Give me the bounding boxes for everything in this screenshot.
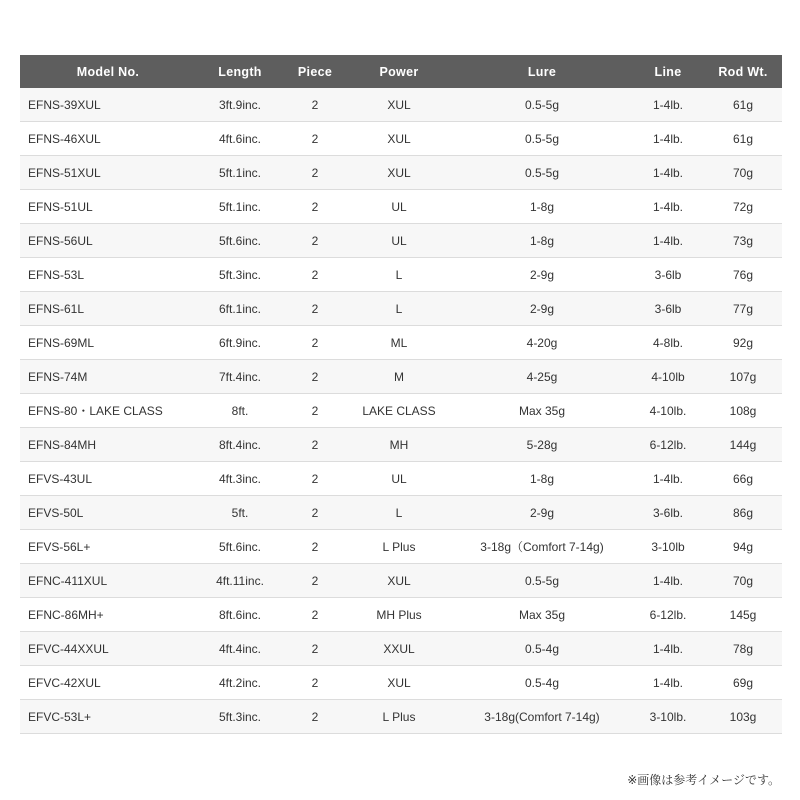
cell-model: EFNS-46XUL xyxy=(20,122,196,156)
cell-length: 5ft. xyxy=(196,496,284,530)
cell-piece: 2 xyxy=(284,122,346,156)
cell-power: UL xyxy=(346,462,452,496)
cell-lure: Max 35g xyxy=(452,394,632,428)
cell-line: 3-6lb. xyxy=(632,496,704,530)
cell-length: 5ft.3inc. xyxy=(196,258,284,292)
cell-lure: 3-18g(Comfort 7-14g) xyxy=(452,700,632,734)
header-line: Line xyxy=(632,55,704,88)
cell-length: 4ft.2inc. xyxy=(196,666,284,700)
cell-model: EFVS-56L+ xyxy=(20,530,196,564)
cell-model: EFNS-84MH xyxy=(20,428,196,462)
cell-power: XUL xyxy=(346,564,452,598)
table-row xyxy=(20,122,782,156)
cell-length: 3ft.9inc. xyxy=(196,88,284,122)
table-row xyxy=(20,394,782,428)
cell-power: XUL xyxy=(346,666,452,700)
cell-power: XUL xyxy=(346,122,452,156)
cell-power: XXUL xyxy=(346,632,452,666)
table-row xyxy=(20,530,782,564)
cell-piece: 2 xyxy=(284,156,346,190)
cell-length: 5ft.3inc. xyxy=(196,700,284,734)
cell-line: 1-4lb. xyxy=(632,88,704,122)
cell-power: XUL xyxy=(346,88,452,122)
header-piece: Piece xyxy=(284,55,346,88)
cell-rod-wt: 145g xyxy=(704,598,782,632)
cell-power: UL xyxy=(346,190,452,224)
cell-model: EFNS-74M xyxy=(20,360,196,394)
cell-length: 6ft.1inc. xyxy=(196,292,284,326)
cell-rod-wt: 61g xyxy=(704,88,782,122)
cell-length: 5ft.6inc. xyxy=(196,530,284,564)
cell-model: EFNS-56UL xyxy=(20,224,196,258)
cell-model: EFNC-411XUL xyxy=(20,564,196,598)
table-row xyxy=(20,598,782,632)
cell-line: 1-4lb. xyxy=(632,156,704,190)
cell-piece: 2 xyxy=(284,598,346,632)
table-row xyxy=(20,88,782,122)
cell-line: 6-12lb. xyxy=(632,428,704,462)
cell-power: L Plus xyxy=(346,530,452,564)
header-rod-wt: Rod Wt. xyxy=(704,55,782,88)
cell-model: EFVS-43UL xyxy=(20,462,196,496)
image-disclaimer-note: ※画像は参考イメージです。 xyxy=(627,773,780,787)
cell-length: 5ft.6inc. xyxy=(196,224,284,258)
cell-piece: 2 xyxy=(284,292,346,326)
cell-piece: 2 xyxy=(284,190,346,224)
cell-piece: 2 xyxy=(284,360,346,394)
cell-rod-wt: 78g xyxy=(704,632,782,666)
cell-lure: Max 35g xyxy=(452,598,632,632)
cell-power: XUL xyxy=(346,156,452,190)
cell-line: 3-6lb xyxy=(632,292,704,326)
cell-power: L xyxy=(346,258,452,292)
cell-line: 4-10lb. xyxy=(632,394,704,428)
cell-model: EFNS-51XUL xyxy=(20,156,196,190)
cell-model: EFNS-80・LAKE CLASS xyxy=(20,394,196,428)
cell-rod-wt: 76g xyxy=(704,258,782,292)
header-power: Power xyxy=(346,55,452,88)
cell-rod-wt: 144g xyxy=(704,428,782,462)
cell-lure: 0.5-5g xyxy=(452,564,632,598)
cell-piece: 2 xyxy=(284,564,346,598)
cell-model: EFNS-69ML xyxy=(20,326,196,360)
cell-model: EFVC-44XXUL xyxy=(20,632,196,666)
table-row xyxy=(20,564,782,598)
cell-piece: 2 xyxy=(284,632,346,666)
cell-piece: 2 xyxy=(284,496,346,530)
cell-piece: 2 xyxy=(284,700,346,734)
cell-length: 8ft.6inc. xyxy=(196,598,284,632)
cell-lure: 4-25g xyxy=(452,360,632,394)
cell-piece: 2 xyxy=(284,666,346,700)
cell-model: EFVC-42XUL xyxy=(20,666,196,700)
cell-length: 5ft.1inc. xyxy=(196,156,284,190)
cell-lure: 1-8g xyxy=(452,462,632,496)
cell-rod-wt: 61g xyxy=(704,122,782,156)
cell-power: L xyxy=(346,292,452,326)
cell-power: L xyxy=(346,496,452,530)
cell-piece: 2 xyxy=(284,224,346,258)
cell-rod-wt: 66g xyxy=(704,462,782,496)
cell-line: 3-10lb. xyxy=(632,700,704,734)
table-row xyxy=(20,496,782,530)
cell-lure: 5-28g xyxy=(452,428,632,462)
table-row xyxy=(20,632,782,666)
cell-piece: 2 xyxy=(284,394,346,428)
cell-line: 1-4lb. xyxy=(632,632,704,666)
cell-line: 1-4lb. xyxy=(632,224,704,258)
cell-power: L Plus xyxy=(346,700,452,734)
cell-rod-wt: 77g xyxy=(704,292,782,326)
cell-rod-wt: 103g xyxy=(704,700,782,734)
cell-power: M xyxy=(346,360,452,394)
table-row xyxy=(20,462,782,496)
table-row xyxy=(20,190,782,224)
cell-lure: 2-9g xyxy=(452,496,632,530)
table-row xyxy=(20,360,782,394)
table-body xyxy=(20,88,782,734)
cell-lure: 1-8g xyxy=(452,190,632,224)
cell-length: 4ft.4inc. xyxy=(196,632,284,666)
cell-rod-wt: 108g xyxy=(704,394,782,428)
cell-lure: 4-20g xyxy=(452,326,632,360)
cell-line: 4-10lb xyxy=(632,360,704,394)
cell-rod-wt: 73g xyxy=(704,224,782,258)
table-row xyxy=(20,224,782,258)
table-row xyxy=(20,292,782,326)
cell-line: 1-4lb. xyxy=(632,564,704,598)
cell-length: 4ft.3inc. xyxy=(196,462,284,496)
cell-rod-wt: 70g xyxy=(704,564,782,598)
cell-rod-wt: 94g xyxy=(704,530,782,564)
cell-piece: 2 xyxy=(284,428,346,462)
cell-rod-wt: 86g xyxy=(704,496,782,530)
cell-power: MH Plus xyxy=(346,598,452,632)
cell-length: 7ft.4inc. xyxy=(196,360,284,394)
cell-piece: 2 xyxy=(284,326,346,360)
rod-spec-table xyxy=(20,55,782,734)
cell-lure: 3-18g（Comfort 7-14g) xyxy=(452,530,632,564)
cell-length: 4ft.11inc. xyxy=(196,564,284,598)
cell-line: 1-4lb. xyxy=(632,190,704,224)
cell-lure: 0.5-5g xyxy=(452,156,632,190)
cell-rod-wt: 107g xyxy=(704,360,782,394)
table-row xyxy=(20,700,782,734)
table-row xyxy=(20,326,782,360)
cell-power: MH xyxy=(346,428,452,462)
cell-piece: 2 xyxy=(284,88,346,122)
cell-power: ML xyxy=(346,326,452,360)
cell-line: 1-4lb. xyxy=(632,122,704,156)
cell-length: 8ft.4inc. xyxy=(196,428,284,462)
cell-lure: 0.5-5g xyxy=(452,122,632,156)
cell-line: 4-8lb. xyxy=(632,326,704,360)
cell-line: 6-12lb. xyxy=(632,598,704,632)
cell-length: 8ft. xyxy=(196,394,284,428)
cell-model: EFVC-53L+ xyxy=(20,700,196,734)
cell-model: EFNS-53L xyxy=(20,258,196,292)
cell-lure: 0.5-4g xyxy=(452,666,632,700)
cell-power: LAKE CLASS xyxy=(346,394,452,428)
header-model: Model No. xyxy=(20,55,196,88)
cell-piece: 2 xyxy=(284,530,346,564)
cell-model: EFNS-51UL xyxy=(20,190,196,224)
header-lure: Lure xyxy=(452,55,632,88)
cell-lure: 2-9g xyxy=(452,292,632,326)
cell-line: 1-4lb. xyxy=(632,462,704,496)
table-header xyxy=(20,55,782,88)
cell-model: EFNS-39XUL xyxy=(20,88,196,122)
cell-line: 3-6lb xyxy=(632,258,704,292)
cell-length: 4ft.6inc. xyxy=(196,122,284,156)
header-row xyxy=(20,55,782,88)
cell-piece: 2 xyxy=(284,462,346,496)
cell-rod-wt: 70g xyxy=(704,156,782,190)
cell-rod-wt: 72g xyxy=(704,190,782,224)
cell-lure: 1-8g xyxy=(452,224,632,258)
table-row xyxy=(20,156,782,190)
cell-lure: 0.5-5g xyxy=(452,88,632,122)
cell-line: 1-4lb. xyxy=(632,666,704,700)
cell-model: EFNS-61L xyxy=(20,292,196,326)
table-row xyxy=(20,258,782,292)
cell-line: 3-10lb xyxy=(632,530,704,564)
cell-rod-wt: 69g xyxy=(704,666,782,700)
cell-model: EFNC-86MH+ xyxy=(20,598,196,632)
cell-piece: 2 xyxy=(284,258,346,292)
cell-lure: 2-9g xyxy=(452,258,632,292)
cell-power: UL xyxy=(346,224,452,258)
cell-rod-wt: 92g xyxy=(704,326,782,360)
cell-lure: 0.5-4g xyxy=(452,632,632,666)
cell-model: EFVS-50L xyxy=(20,496,196,530)
cell-length: 5ft.1inc. xyxy=(196,190,284,224)
table-row xyxy=(20,666,782,700)
cell-length: 6ft.9inc. xyxy=(196,326,284,360)
table-row xyxy=(20,428,782,462)
header-length: Length xyxy=(196,55,284,88)
